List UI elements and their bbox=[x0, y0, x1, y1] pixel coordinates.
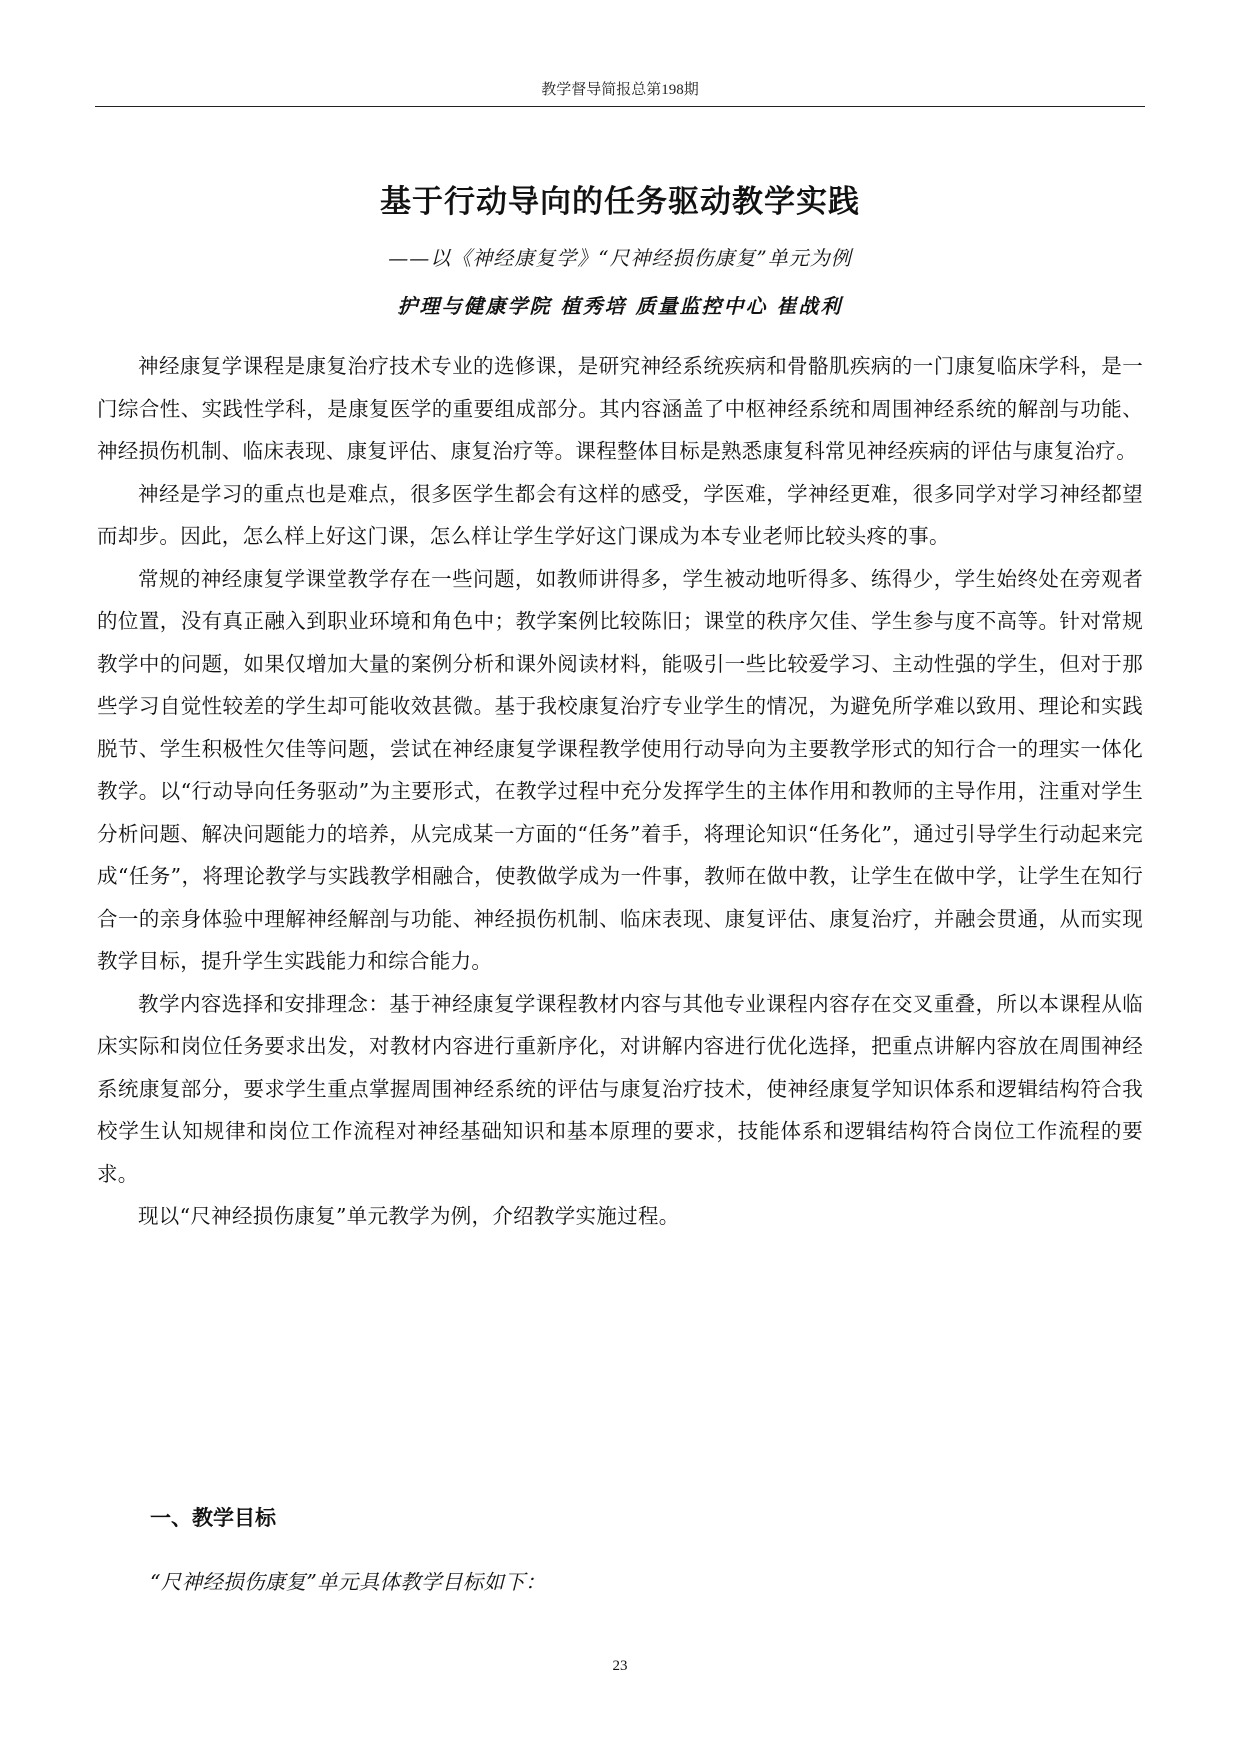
article-body bbox=[97, 345, 1143, 1238]
paragraph: 现以“尺神经损伤康复”单元教学为例，介绍教学实施过程。 bbox=[138, 1204, 680, 1228]
running-header: 教学督导简报总第198期 bbox=[541, 82, 699, 98]
paragraph: 神经是学习的重点也是难点，很多医学生都会有这样的感受，学医难，学神经更难，很多同学对学习神经都望而却步。因此，怎么样上好这门课，怎么样让学生学好这门课成为本专业老师比较头疼的事。 bbox=[97, 481, 1143, 548]
article-subtitle: ——以《神经康复学》“尺神经损伤康复”单元为例 bbox=[388, 246, 852, 270]
article-authors: 护理与健康学院 植秀培 质量监控中心 崔战利 bbox=[397, 294, 843, 318]
paragraph: 常规的神经康复学课堂教学存在一些问题，如教师讲得多，学生被动地听得多、练得少，学生始终处在旁观者的位置，没有真正融入到职业环境和角色中；教学案例比较陈旧；课堂的秩序欠佳、学生参与度不高等。针对常规教学中的问题，如果仅增加大量的案例分析和课外阅读材料，能吸引一些比较爱学习、主动性强的学生，但对于那些学习自觉性较差的学生却可能收效甚微。基于我校康复治疗专业学生的情况，为避免所学难以致用、理论和实践脱节、学生积极性欠佳等问题，尝试在神经康复学课程教学使用行动导向为主要教学形式的知行合一的理实一体化教学。以“行动导向任务驱动”为主要形式，在教学过程中充分发挥学生的主体作用和教师的主导作用，注重对学生分析问题、解决问题能力的培养，从完成某一方面的“任务”着手，将理论知识“任务化”，通过引导学生行动起来完成“任务”，将理论教学与实践教学相融合，使教做学成为一件事，教师在做中教，让学生在做中学，让学生在知行合一的亲身体验中理解神经解剖与功能、神经损伤机制、临床表现、康复评估、康复治疗，并融会贯通，从而实现教学目标，提升学生实践能力和综合能力。 bbox=[97, 566, 1143, 973]
section-intro: “尺神经损伤康复”单元具体教学目标如下： bbox=[150, 1570, 546, 1594]
header-divider bbox=[95, 106, 1145, 107]
article-title: 基于行动导向的任务驱动教学实践 bbox=[380, 184, 860, 220]
paragraph: 神经康复学课程是康复治疗技术专业的选修课，是研究神经系统疾病和骨骼肌疾病的一门康复临床学科，是一门综合性、实践性学科，是康复医学的重要组成部分。其内容涵盖了中枢神经系统和周围神经系统的解剖与功能、神经损伤机制、临床表现、康复评估、康复治疗等。课程整体目标是熟悉康复科常见神经疾病的评估与康复治疗。 bbox=[97, 354, 1143, 463]
section-heading: 一、教学目标 bbox=[150, 1506, 276, 1530]
paragraph: 教学内容选择和安排理念：基于神经康复学课程教材内容与其他专业课程内容存在交叉重叠，所以本课程从临床实际和岗位任务要求出发，对教材内容进行重新序化，对讲解内容进行优化选择，把重点讲解内容放在周围神经系统康复部分，要求学生重点掌握周围神经系统的评估与康复治疗技术，使神经康复学知识体系和逻辑结构符合我校学生认知规律和岗位工作流程对神经基础知识和基本原理的要求，技能体系和逻辑结构符合岗位工作流程的要求。 bbox=[97, 991, 1143, 1186]
page-number: 23 bbox=[612, 1658, 628, 1674]
